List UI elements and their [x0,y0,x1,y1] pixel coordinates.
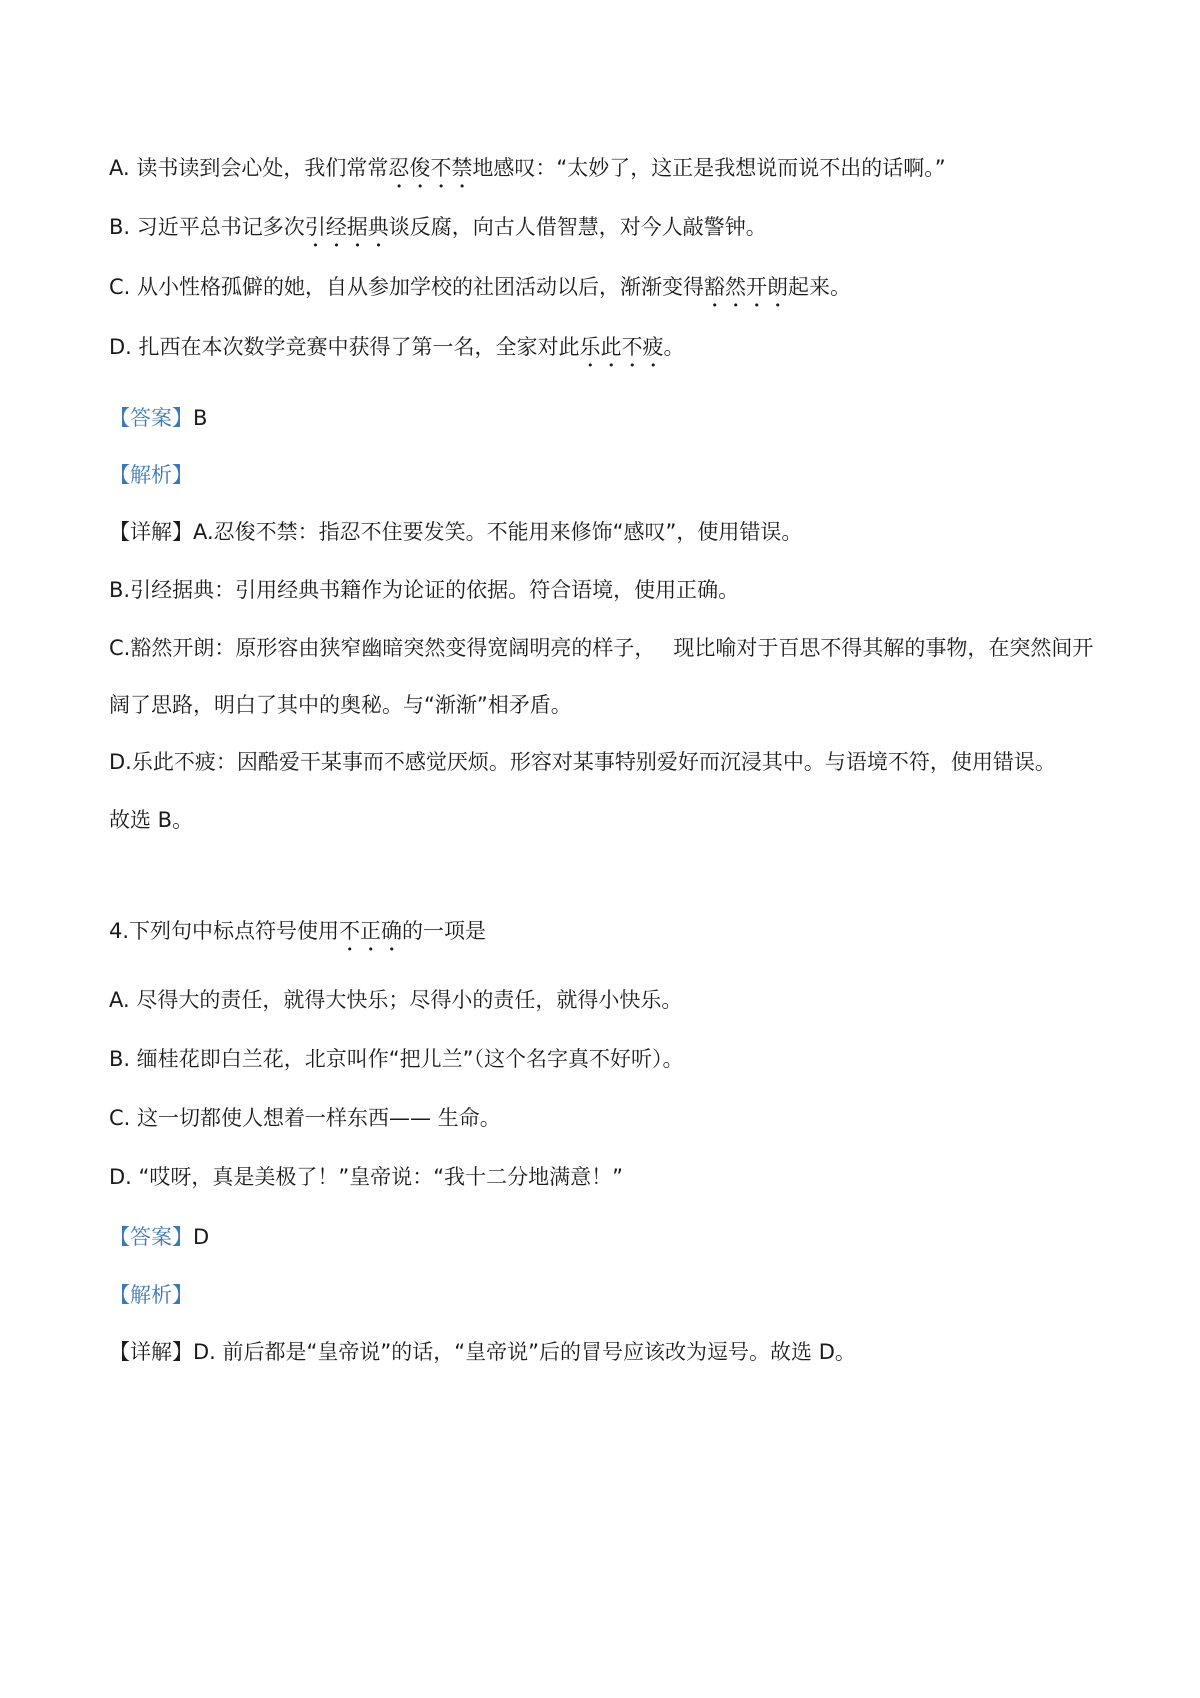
detail-label: 【详解】 [109,1340,193,1364]
answer-value: D [193,1225,210,1249]
q3-option-d: D. 扎西在本次数学竞赛中获得了第一名，全家对此乐此不疲。 [109,335,685,359]
answer-label: 【答案】 [109,406,193,430]
emphasized-idiom: 豁然开朗 [704,275,789,299]
q3-conclusion: 故选 B。 [109,808,194,832]
q3-detail-a: 【详解】A.忍俊不禁：指忍不住要发笑。不能用来修饰“感叹”，使用错误。 [109,520,803,544]
q3-detail-c-line1: C.豁然开朗：原形容由狭窄幽暗突然变得宽阔明亮的样子， 现比喻对于百思不得其解的事物，在突然间开 [109,636,1094,660]
q3-detail-b: B.引经据典：引用经典书籍作为论证的依据。符合语境，使用正确。 [109,578,740,602]
q4-option-a: A. 尽得大的责任，就得大快乐；尽得小的责任，就得小快乐。 [109,988,683,1012]
q3-detail-d: D.乐此不疲：因酷爱干某事而不感觉厌烦。形容对某事特别爱好而沉浸其中。与语境不符，使用错误。 [109,750,1056,774]
q4-option-b: B. 缅桂花即白兰花，北京叫作“把儿兰”（这个名字真不好听）。 [109,1047,684,1071]
q4-option-d: D. “哎呀，真是美极了！”皇帝说：“我十二分地满意！” [109,1165,624,1189]
emphasized-idiom: 引经据典 [304,215,389,239]
emphasized-word: 不正确 [339,919,403,943]
q3-option-b: B. 习近平总书记多次引经据典谈反腐，向古人借智慧，对今人敲警钟。 [109,215,767,239]
q3-answer [109,403,207,433]
q4-option-c: C. 这一切都使人想着一样东西—— 生命。 [109,1106,501,1130]
emphasized-idiom: 忍俊不禁 [388,156,473,180]
q4-detail: 【详解】D. 前后都是“皇帝说”的话，“皇帝说”后的冒号应该改为逗号。故选 D。 [109,1340,856,1364]
q4-stem: 4.下列句中标点符号使用不正确的一项是 [109,919,487,943]
answer-value: B [193,406,208,430]
answer-label: 【答案】 [109,1225,193,1249]
emphasized-idiom: 乐此不疲 [579,335,664,359]
q3-analysis-label: 【解析】 [109,463,193,487]
q4-answer [109,1222,209,1252]
q3-option-a: A. 读书读到会心处，我们常常忍俊不禁地感叹：“太妙了，这正是我想说而说不出的话啊。” [109,156,946,180]
q3-detail-c-line2: 阔了思路，明白了其中的奥秘。与“渐渐”相矛盾。 [109,693,572,717]
q4-analysis-label: 【解析】 [109,1283,193,1307]
detail-label: 【详解】 [109,520,193,544]
q3-option-c: C. 从小性格孤僻的她，自从参加学校的社团活动以后，渐渐变得豁然开朗起来。 [109,275,852,299]
